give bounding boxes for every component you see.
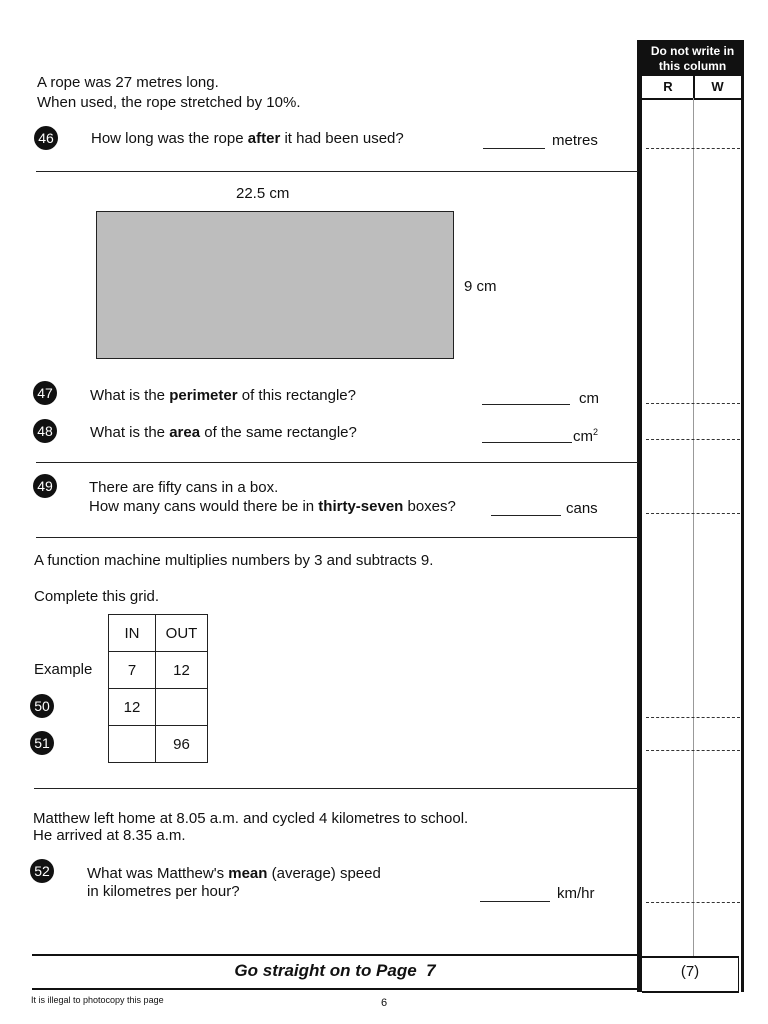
mark-line-52	[646, 902, 740, 903]
q48-question-post: of the same rectangle?	[200, 424, 357, 441]
section-divider-3	[36, 537, 638, 538]
rectangle-height-label: 9 cm	[464, 278, 497, 295]
q46-unit: metres	[552, 132, 598, 149]
grid-example-out: 12	[156, 652, 208, 689]
q48-question	[90, 424, 357, 441]
q52-intro-line1: Matthew left home at 8.05 a.m. and cycled 4 kilometres to school.	[33, 810, 469, 827]
q49-line2	[89, 498, 456, 515]
q48-unit	[573, 427, 598, 445]
rectangle-shape	[96, 211, 454, 359]
q47-unit: cm	[579, 390, 599, 407]
mark-line-47	[646, 403, 740, 404]
margin-col-r-label: R	[663, 79, 673, 94]
q49-answer-blank[interactable]	[491, 515, 561, 516]
q49-number-badge: 49	[33, 474, 57, 498]
function-grid	[108, 614, 208, 763]
q47-number-badge: 47	[33, 381, 57, 405]
q46-intro-line1: A rope was 27 metres long.	[37, 74, 219, 91]
q48-answer-blank[interactable]	[482, 442, 572, 443]
grid-q51-out: 96	[156, 726, 208, 763]
q49-line2-bold: thirty-seven	[318, 498, 404, 515]
margin-header-line1: Do not write in	[650, 44, 735, 58]
grid-example-in: 7	[109, 652, 156, 689]
q46-intro-line2: When used, the rope stretched by 10%.	[37, 94, 301, 111]
function-machine-instruction: Complete this grid.	[34, 588, 160, 605]
q51-number-badge: 51	[30, 731, 54, 755]
q52-unit: km/hr	[557, 885, 595, 902]
q52-line1-pre: What was Matthew's	[87, 865, 229, 882]
q46-question-bold: after	[247, 130, 281, 147]
grid-q50-in: 12	[109, 689, 156, 726]
q52-line1-post: (average) speed	[267, 865, 381, 882]
footer-bottom-rule	[32, 988, 638, 990]
q47-question-pre: What is the	[90, 387, 170, 404]
margin-col-w-label: W	[711, 79, 724, 94]
margin-right-border	[741, 40, 744, 992]
q48-question-pre: What is the	[90, 424, 170, 441]
grid-row-51	[109, 726, 208, 763]
q46-question-pre: How long was the rope	[91, 130, 248, 147]
footer-top-rule	[32, 954, 638, 956]
q48-question-bold: area	[169, 424, 201, 441]
q50-number-badge: 50	[30, 694, 54, 718]
q47-answer-blank[interactable]	[482, 404, 570, 405]
rectangle-width-label: 22.5 cm	[236, 185, 290, 202]
footer-instruction: Go straight on to Page 7	[234, 961, 436, 980]
q52-answer-blank[interactable]	[480, 901, 550, 902]
q47-question-post: of this rectangle?	[237, 387, 356, 404]
section-divider-2	[36, 462, 638, 463]
page-number: 6	[381, 997, 388, 1009]
grid-header-in: IN	[109, 615, 156, 652]
mark-line-46	[646, 148, 740, 149]
margin-header-line2: this column	[658, 59, 727, 73]
grid-q51-in-answer[interactable]	[109, 726, 156, 763]
grid-header-row	[109, 615, 208, 652]
q52-intro-line2: He arrived at 8.35 a.m.	[33, 827, 186, 844]
mark-line-51	[646, 750, 740, 751]
q52-line1	[87, 865, 381, 882]
q46-question-post: it had been used?	[280, 130, 404, 147]
q48-unit-text: cm	[573, 428, 593, 445]
mark-line-49	[646, 513, 740, 514]
margin-left-border	[637, 40, 642, 992]
grid-q50-out-answer[interactable]	[156, 689, 208, 726]
grid-row-example	[109, 652, 208, 689]
mark-line-50	[646, 717, 740, 718]
q52-number-badge: 52	[30, 859, 54, 883]
q46-number-badge: 46	[34, 126, 58, 150]
q49-line2-post: boxes?	[403, 498, 456, 515]
section-divider-4	[34, 788, 638, 789]
mark-line-48	[646, 439, 740, 440]
grid-example-label: Example	[34, 661, 93, 678]
q46-answer-blank[interactable]	[483, 148, 545, 149]
score-total: (7)	[680, 963, 700, 980]
q49-line2-pre: How many cans would there be in	[89, 498, 319, 515]
footer-legal-notice: It is illegal to photocopy this page	[31, 995, 164, 1005]
q49-unit: cans	[566, 500, 598, 517]
grid-row-50	[109, 689, 208, 726]
q48-unit-superscript: 2	[593, 427, 599, 437]
q52-line1-bold: mean	[228, 865, 268, 882]
margin-divider	[693, 98, 694, 956]
q47-question-bold: perimeter	[169, 387, 238, 404]
grid-header-out: OUT	[156, 615, 208, 652]
q52-line2: in kilometres per hour?	[87, 883, 240, 900]
function-machine-intro: A function machine multiplies numbers by 3 and subtracts 9.	[34, 552, 434, 569]
q47-question	[90, 387, 356, 404]
section-divider-1	[36, 171, 638, 172]
q48-number-badge: 48	[33, 419, 57, 443]
q49-line1: There are fifty cans in a box.	[89, 479, 279, 496]
margin-divider-top	[693, 76, 695, 98]
q46-question	[91, 130, 404, 147]
